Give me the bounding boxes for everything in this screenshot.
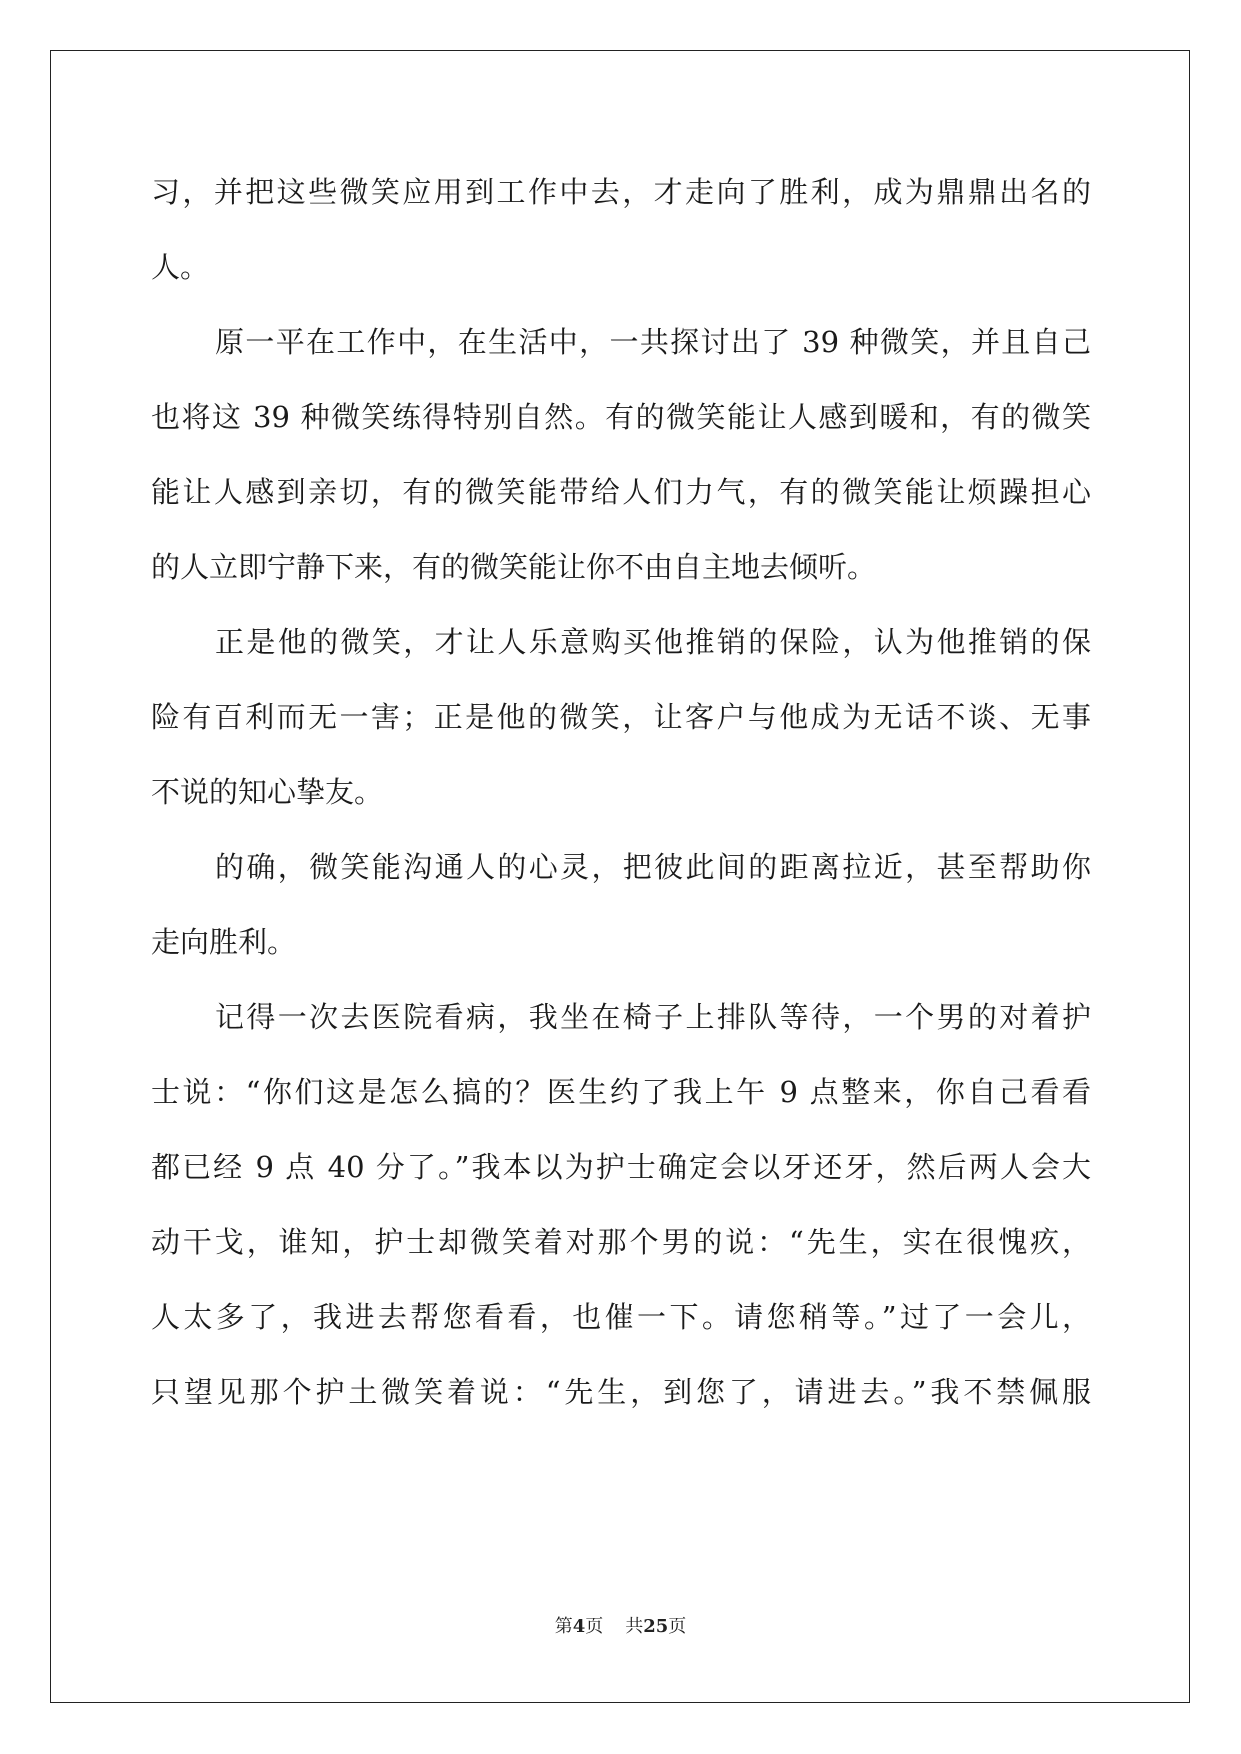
text-line [151,1205,1091,1280]
text-line [151,380,1091,455]
text-line [151,155,1091,230]
line-text: 只望见那个护土微笑着说：“先生，到您了，请进去。”我不禁佩服 [151,1375,1091,1409]
line-text: 不说的知心挚友。 [151,775,384,809]
page-suffix: 页 [585,1616,604,1637]
total-pages: 25 [643,1616,669,1637]
line-text: 的确，微笑能沟通人的心灵，把彼此间的距离拉近，甚至帮助你 [215,850,1091,884]
line-text: 正是他的微笑，才让人乐意购买他推销的保险，认为他推销的保 [215,625,1091,659]
line-text: 走向胜利。 [151,925,297,959]
page-footer [0,1612,1241,1638]
document-body [151,155,1091,1430]
text-line [151,1280,1091,1355]
text-line [151,305,1091,380]
line-text: 原一平在工作中，在生活中，一共探讨出了 39 种微笑，并且自己 [215,325,1091,359]
total-prefix: 共 [625,1616,644,1637]
line-text: 人太多了，我进去帮您看看，也催一下。请您稍等。”过了一会儿， [151,1300,1091,1334]
line-text: 能让人感到亲切，有的微笑能带给人们力气，有的微笑能让烦躁担心 [151,475,1091,509]
text-line [151,980,1091,1055]
line-text: 习，并把这些微笑应用到工作中去，才走向了胜利，成为鼎鼎出名的 [151,175,1091,209]
line-text: 记得一次去医院看病，我坐在椅子上排队等待，一个男的对着护 [215,1000,1091,1034]
text-line [151,1055,1091,1130]
line-text: 也将这 39 种微笑练得特别自然。有的微笑能让人感到暖和，有的微笑 [151,400,1091,434]
text-line [151,680,1091,755]
line-text: 都已经 9 点 40 分了。”我本以为护士确定会以牙还牙，然后两人会大 [151,1150,1091,1184]
total-suffix: 页 [668,1616,687,1637]
line-text: 动干戈，谁知，护士却微笑着对那个男的说：“先生，实在很愧疚， [151,1225,1091,1259]
line-text: 的人立即宁静下来，有的微笑能让你不由自主地去倾听。 [151,550,877,584]
text-line [151,230,1091,305]
text-line [151,830,1091,905]
text-line [151,755,1091,830]
line-text: 险有百利而无一害；正是他的微笑，让客户与他成为无话不谈、无事 [151,700,1091,734]
text-line [151,605,1091,680]
text-line [151,1130,1091,1205]
line-text: 士说：“你们这是怎么搞的？医生约了我上午 9 点整来，你自己看看 [151,1075,1091,1109]
text-line [151,530,1091,605]
page-number: 4 [572,1616,586,1637]
line-text: 人。 [151,250,210,284]
text-line [151,455,1091,530]
text-line [151,1355,1091,1430]
text-line [151,905,1091,980]
page-prefix: 第 [554,1616,573,1637]
